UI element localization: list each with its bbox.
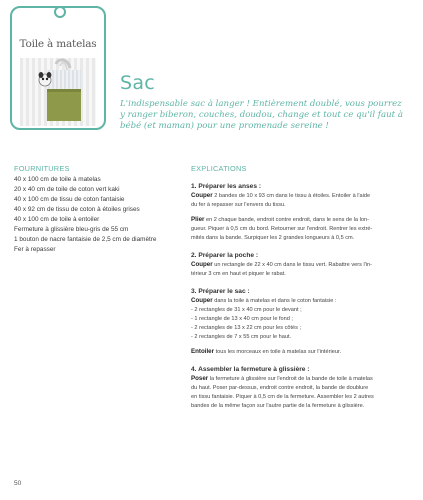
fournitures-list	[14, 175, 164, 255]
step-verb: Couper	[191, 261, 213, 268]
step-verb: Couper	[191, 297, 213, 304]
step-line: en tissu fantaisie. Piquer à 0,5 cm de la fermeture. Assembler les 2 autres	[191, 394, 374, 400]
step-line	[191, 374, 417, 384]
fournitures-heading: FOURNITURES	[14, 164, 70, 173]
step-line: - 2 rectangles de 7 x 55 cm pour le haut.	[191, 334, 292, 340]
step-line	[191, 191, 417, 201]
step-line: gueur. Piquer à 0,5 cm du bord. Retourner sur l'endroit. Rentrer les extré-	[191, 226, 373, 232]
step-line: mités dans la bande. Surpiquer les 2 grandes longueurs à 0,5 cm.	[191, 235, 355, 241]
list-item: 40 x 100 cm de toile à entoiler	[14, 216, 100, 223]
bag-photo-icon	[20, 58, 96, 126]
step-title: 3. Préparer le sac :	[191, 288, 250, 295]
step-line: bandes de la même façon sur l'autre partie de la fermeture à glissière.	[191, 403, 365, 409]
step-line: - 1 rectangle de 13 x 40 cm pour le fond ;	[191, 316, 293, 322]
list-item: Fermeture à glissière bleu-gris de 55 cm	[14, 226, 129, 233]
page-title: Sac	[120, 72, 156, 94]
step-paragraph	[191, 347, 417, 357]
step-3	[191, 287, 417, 357]
step-1	[191, 182, 417, 243]
step-line: du fer à repasser sur l'envers du tissu.	[191, 202, 286, 208]
list-item: 40 x 92 cm de tissu de coton à étoiles grises	[14, 206, 140, 213]
explications-heading: EXPLICATIONS	[191, 164, 247, 173]
step-line: - 2 rectangles de 31 x 40 cm pour le devant ;	[191, 307, 302, 313]
list-item: 40 x 100 cm de tissu de coton fantaisie	[14, 196, 125, 203]
tag-hole-icon	[54, 6, 66, 18]
step-line-text: 2 bandes de 10 x 93 cm dans le tissu à étoiles. Entoiler à l'aide	[212, 193, 371, 199]
fournitures-section	[14, 164, 164, 255]
list-item: 1 bouton de nacre fantaisie de 2,5 cm de diamètre	[14, 236, 157, 243]
step-verb: Poser	[191, 375, 209, 382]
explications-section	[191, 164, 417, 411]
step-verb: Couper	[191, 192, 213, 199]
step-paragraph	[191, 191, 417, 210]
step-paragraph	[191, 296, 417, 342]
step-line	[191, 260, 417, 270]
intro-line: L'indispensable sac à langer ! Entièrement doublé, vous pourrez	[120, 99, 402, 109]
list-item: Fer à repasser	[14, 246, 56, 253]
step-title: 2. Préparer la poche :	[191, 252, 259, 259]
list-item: 40 x 100 cm de toile à matelas	[14, 176, 101, 183]
step-line: - 2 rectangles de 13 x 22 cm pour les côtés ;	[191, 325, 302, 331]
step-line-text: un rectangle de 22 x 40 cm dans le tissu vert. Rabattre vers l'in-	[212, 262, 372, 268]
step-line	[191, 296, 417, 306]
step-line	[191, 215, 417, 225]
step-line-text: tous les morceaux en toile à matelas sur l'intérieur.	[214, 349, 342, 355]
bag-photo	[20, 58, 96, 126]
step-paragraph	[191, 215, 417, 243]
step-line: térieur 3 cm en haut et piquer le rabat.	[191, 271, 286, 277]
intro-line: y ranger biberon, couches, doudou, change et tout ce qu'il faut à	[120, 110, 403, 120]
step-line-text: en 2 chaque bande, endroit contre endroit, dans le sens de la lon-	[204, 217, 369, 223]
step-paragraph	[191, 374, 417, 411]
step-paragraph	[191, 260, 417, 279]
list-item: 20 x 40 cm de toile de coton vert kaki	[14, 186, 120, 193]
step-line	[191, 347, 417, 357]
tag-title: Toile à matelas	[19, 38, 97, 50]
step-2	[191, 251, 417, 279]
step-verb: Entoiler	[191, 348, 215, 355]
intro-text	[120, 99, 416, 132]
step-title: 1. Préparer les anses :	[191, 183, 262, 190]
step-4	[191, 365, 417, 411]
step-title: 4. Assembler la fermeture à glissière :	[191, 366, 310, 373]
step-line-text: dans la toile à matelas et dans le coton fantaisie :	[212, 298, 337, 304]
intro-line: bébé (et maman) pour une promenade sereine !	[120, 121, 329, 131]
step-line-text: la fermeture à glissière sur l'endroit de la bande de toile à matelas	[208, 376, 373, 382]
page-number: 50	[14, 480, 22, 487]
step-verb: Plier	[191, 216, 205, 223]
step-line: du haut. Poser par-dessus, endroit contre endroit, la bande de doublure	[191, 385, 369, 391]
category-tag	[10, 6, 106, 130]
